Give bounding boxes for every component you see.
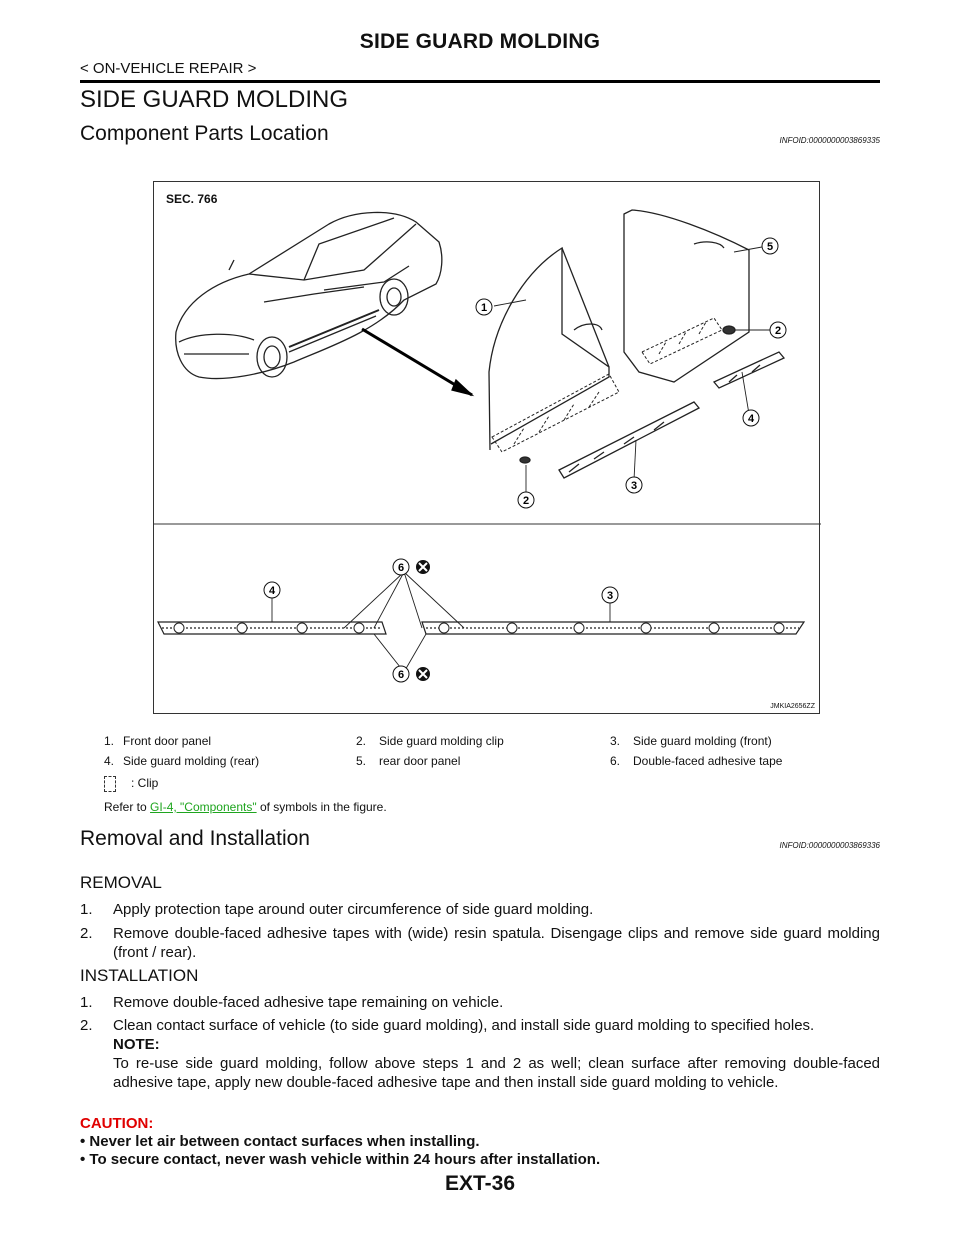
legend-text: Front door panel	[123, 734, 212, 748]
caution-item: • Never let air between contact surfaces when installing.	[80, 1133, 480, 1150]
step-number: 2.	[80, 925, 93, 942]
clip-symbol-icon	[104, 776, 116, 792]
svg-text:1: 1	[480, 302, 488, 314]
removal-heading: REMOVAL	[80, 873, 162, 892]
component-parts-heading: Component Parts Location	[80, 122, 329, 145]
callout-1	[476, 299, 492, 315]
svg-text:5: 5	[766, 241, 774, 253]
page-number: EXT-36	[444, 1172, 516, 1195]
callout-2a	[770, 322, 786, 338]
legend-num: 1.	[104, 734, 115, 748]
note-label: NOTE:	[113, 1036, 160, 1053]
clip-label: : Clip	[131, 776, 159, 790]
legend-num: 2.	[356, 734, 367, 748]
legend-text: Side guard molding (front)	[633, 734, 772, 748]
legend-text: Side guard molding clip	[379, 734, 504, 748]
header-title: SIDE GUARD MOLDING	[359, 30, 601, 53]
step-number: 1.	[80, 901, 93, 918]
legend-text: rear door panel	[379, 754, 461, 768]
step-text: Remove double-faced adhesive tape remaining on vehicle.	[113, 994, 504, 1011]
legend-num: 5.	[356, 754, 367, 768]
svg-text:2: 2	[774, 325, 782, 337]
components-link[interactable]: GI-4, "Components"	[150, 800, 257, 814]
legend-row	[104, 754, 820, 770]
step-number: 2.	[80, 1017, 93, 1034]
legend-num: 3.	[610, 734, 621, 748]
component-parts-infoid: INFOID:0000000003869335	[779, 136, 880, 145]
callout-2b	[518, 492, 534, 508]
header-section: < ON-VEHICLE REPAIR >	[80, 60, 257, 77]
removal-installation-heading: Removal and Installation	[80, 827, 310, 850]
svg-text:3: 3	[606, 590, 614, 602]
step-text: Remove double-faced adhesive tapes with (wide) resin spatula. Disengage clips and remove side guard molding (front / rear).	[113, 925, 880, 961]
callout-6a	[393, 559, 409, 575]
refer-prefix: Refer to	[104, 800, 151, 814]
page-title: SIDE GUARD MOLDING	[80, 86, 349, 113]
svg-text:4: 4	[747, 413, 755, 425]
caution-item: • To secure contact, never wash vehicle within 24 hours after installation.	[80, 1151, 601, 1168]
legend-row	[104, 734, 820, 750]
installation-heading: INSTALLATION	[80, 966, 199, 985]
callout-6b	[393, 666, 409, 682]
callout-5	[762, 238, 778, 254]
callout-3a	[626, 477, 642, 493]
callout-3b	[602, 587, 618, 603]
caution-label: CAUTION:	[80, 1115, 154, 1132]
svg-text:3: 3	[630, 480, 638, 492]
svg-text:2: 2	[522, 495, 530, 507]
step-number: 1.	[80, 994, 93, 1011]
removal-installation-infoid: INFOID:0000000003869336	[779, 841, 880, 850]
header-rule	[80, 80, 880, 83]
legend-text: Side guard molding (rear)	[123, 754, 260, 768]
legend-text: Double-faced adhesive tape	[633, 754, 783, 768]
refer-line	[104, 800, 387, 814]
svg-text:4: 4	[268, 585, 276, 597]
legend-num: 6.	[610, 754, 621, 768]
component-figure	[153, 181, 820, 714]
refer-suffix: of symbols in the figure.	[256, 800, 387, 814]
callout-4a	[743, 410, 759, 426]
figure-code: JMKIA2656ZZ	[770, 703, 815, 710]
figure-section-label: SEC. 766	[166, 192, 218, 206]
callout-4b	[264, 582, 280, 598]
note-text: To re-use side guard molding, follow above steps 1 and 2 as well; clean surface after removing double-faced adhesive tape, apply new double-faced adhesive tape and then install side guard molding to vehicle.	[113, 1055, 880, 1091]
step-text: Clean contact surface of vehicle (to side guard molding), and install side guard molding to specified holes.	[113, 1017, 815, 1034]
component-diagram	[154, 182, 821, 715]
discard-icon-a	[416, 560, 430, 574]
legend-num: 4.	[104, 754, 115, 768]
step-text: Apply protection tape around outer circumference of side guard molding.	[113, 901, 594, 918]
svg-text:6: 6	[397, 669, 405, 681]
discard-icon-b	[416, 667, 430, 681]
svg-text:6: 6	[397, 562, 405, 574]
